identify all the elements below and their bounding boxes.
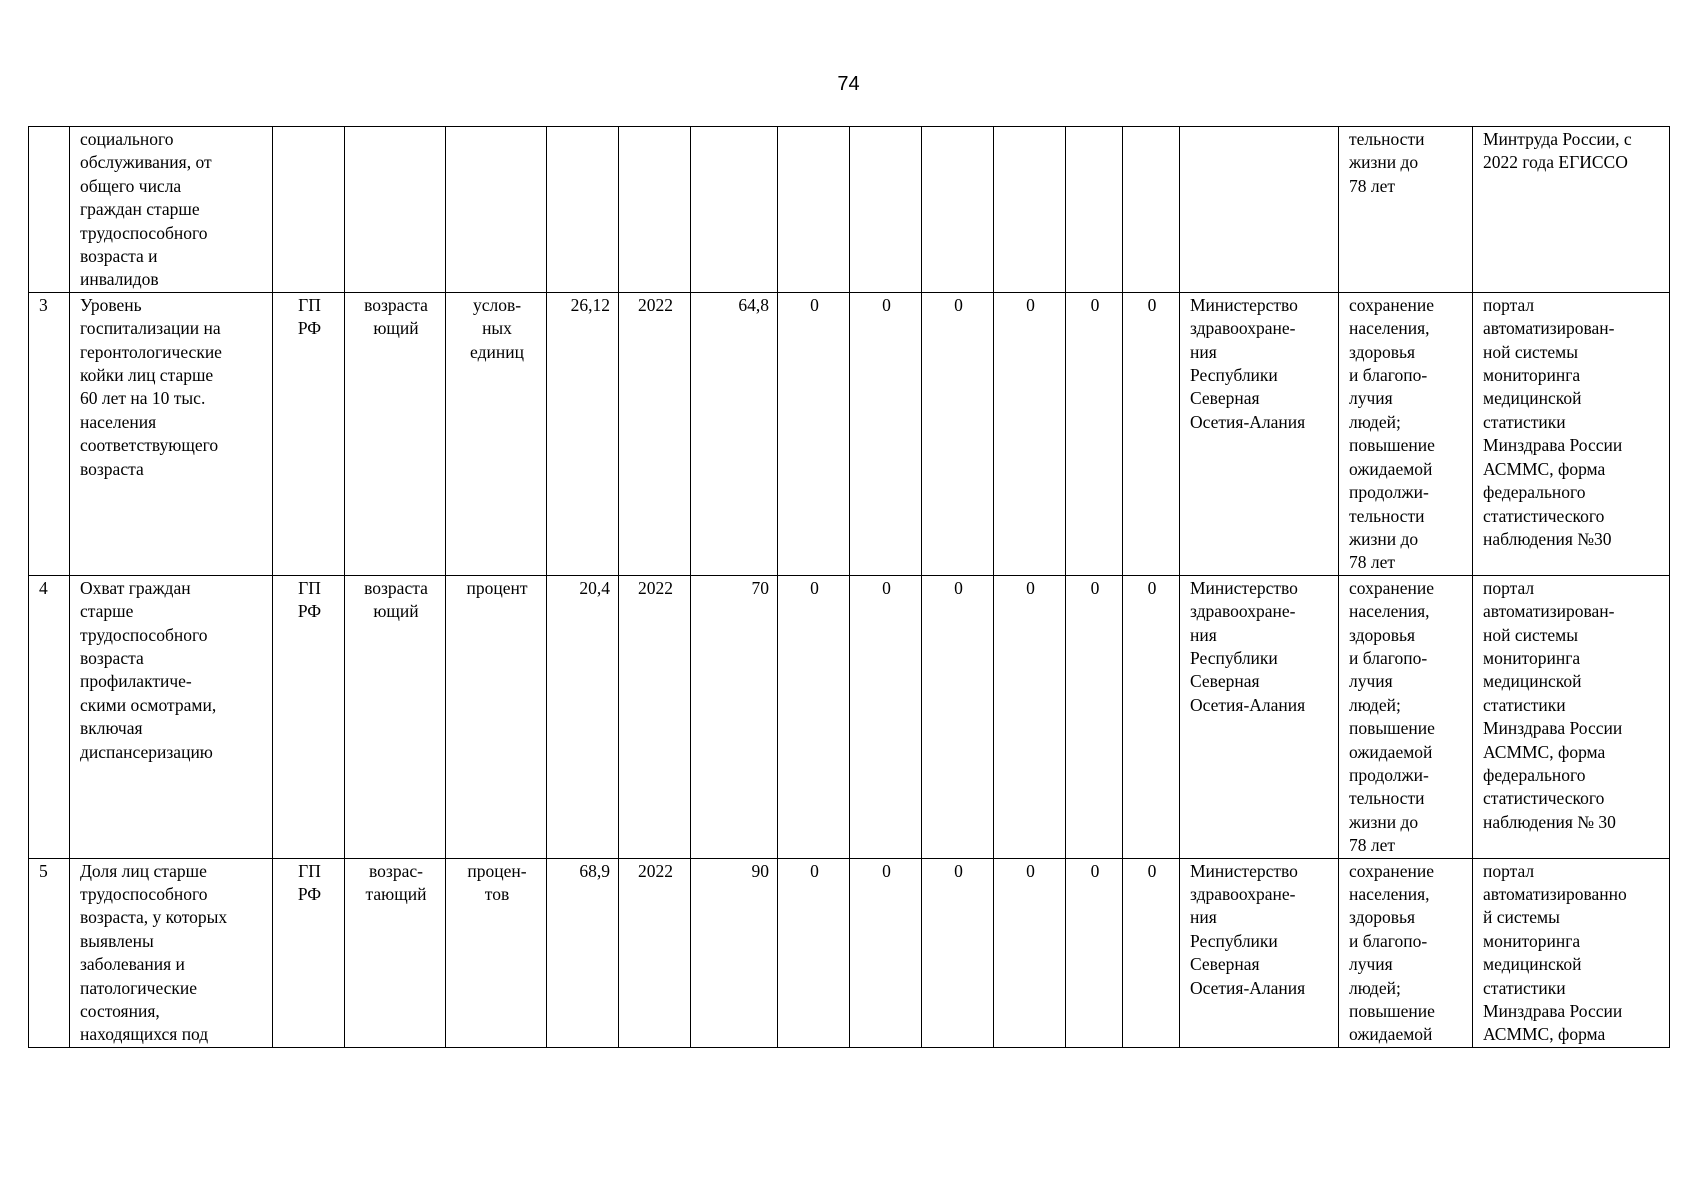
- goal-cell-line: лучия: [1349, 954, 1393, 975]
- source-cell-line: статистики: [1483, 977, 1566, 998]
- year-value-cell: [1123, 127, 1180, 293]
- indicator-name-cell-line: трудоспособного: [80, 884, 208, 904]
- goal-cell-line: сохранение: [1349, 860, 1434, 881]
- row-number-cell: 5: [29, 858, 70, 1047]
- indicator-name-cell-line: геронтологические: [80, 341, 222, 362]
- unit-cell: [446, 292, 547, 575]
- year-value-cell: [994, 127, 1066, 293]
- responsible-cell-line: здравоохране-: [1190, 318, 1296, 339]
- goal-cell-line: и благопо-: [1349, 930, 1428, 951]
- indicators-table: [28, 126, 1670, 1048]
- goal-cell-line: сохранение: [1349, 577, 1434, 598]
- goal-cell-line: населения,: [1349, 318, 1430, 339]
- year-value-cell: 0: [778, 292, 850, 575]
- goal-cell-line: жизни до: [1349, 528, 1419, 549]
- indicator-name-cell-line: патологические: [80, 977, 198, 998]
- year-value-cell: 0: [922, 292, 994, 575]
- trend-type-cell-line: ющий: [373, 318, 419, 339]
- source-cell-line: автоматизированно: [1483, 884, 1627, 904]
- unit-cell-line: тов: [484, 884, 510, 904]
- source-cell-line: мониторинга: [1483, 930, 1581, 951]
- source-cell: [1473, 858, 1670, 1047]
- indicator-name-cell-line: госпитализации на: [80, 318, 221, 339]
- goal-cell-line: лучия: [1349, 671, 1393, 692]
- indicator-name-cell-line: включая: [80, 718, 143, 739]
- responsible-cell-line: Северная: [1190, 388, 1260, 409]
- responsible-cell: [1180, 127, 1339, 293]
- source-cell-line: портал: [1483, 860, 1535, 881]
- goal-cell-line: тельности: [1349, 788, 1425, 809]
- target-value-cell: 90: [691, 858, 778, 1047]
- goal-cell-line: здоровья: [1349, 341, 1416, 362]
- source-cell-line: й системы: [1483, 907, 1560, 928]
- source-cell-line: Минтруда России, с: [1483, 129, 1632, 149]
- year-value-cell: 0: [1123, 292, 1180, 575]
- source-cell-line: АСММС, форма: [1483, 458, 1606, 479]
- year-value-cell: 0: [1066, 575, 1123, 858]
- source-cell-line: наблюдения №30: [1483, 528, 1612, 549]
- goal-cell-line: 78 лет: [1349, 835, 1396, 856]
- row-number-cell: 4: [29, 575, 70, 858]
- level-cell: [273, 858, 345, 1047]
- indicator-name-cell-line: граждан старше: [80, 199, 200, 220]
- level-cell-line: ГП: [298, 577, 321, 598]
- source-cell-line: федерального: [1483, 482, 1586, 503]
- year-value-cell: 0: [850, 292, 922, 575]
- responsible-cell-line: Осетия-Алания: [1190, 694, 1306, 715]
- indicator-name-cell-line: профилактиче-: [80, 671, 192, 692]
- year-value-cell: 0: [1123, 858, 1180, 1047]
- base-value-cell: 26,12: [547, 292, 619, 575]
- unit-cell-line: услов-: [472, 294, 522, 315]
- source-cell-line: мониторинга: [1483, 365, 1581, 386]
- level-cell: [273, 575, 345, 858]
- page-number: 74: [837, 73, 860, 95]
- target-value-cell: 70: [691, 575, 778, 858]
- base-value-cell: 20,4: [547, 575, 619, 858]
- level-cell: [273, 127, 345, 293]
- goal-cell-line: людей;: [1349, 694, 1401, 715]
- responsible-cell-line: Осетия-Алания: [1190, 411, 1306, 432]
- indicator-name-cell: [70, 858, 273, 1047]
- source-cell-line: статистического: [1483, 505, 1605, 526]
- unit-cell-line: процент: [466, 577, 528, 598]
- base-year-cell: 2022: [619, 858, 691, 1047]
- year-value-cell: 0: [1066, 292, 1123, 575]
- year-value-cell: [1066, 127, 1123, 293]
- goal-cell: [1339, 292, 1473, 575]
- trend-type-cell-line: тающий: [365, 884, 427, 904]
- table-row: [29, 127, 1670, 293]
- base-value-cell: 68,9: [547, 858, 619, 1047]
- source-cell-line: Минздрава России: [1483, 435, 1623, 456]
- source-cell-line: статистики: [1483, 694, 1566, 715]
- indicator-name-cell-line: состояния,: [80, 1001, 160, 1022]
- indicator-name-cell: [70, 575, 273, 858]
- year-value-cell: 0: [994, 575, 1066, 858]
- level-cell: [273, 292, 345, 575]
- responsible-cell-line: Республики: [1190, 365, 1278, 386]
- indicator-name-cell-line: заболевания и: [80, 954, 185, 975]
- year-value-cell: 0: [922, 858, 994, 1047]
- base-year-cell: 2022: [619, 292, 691, 575]
- indicator-name-cell-line: трудоспособного: [80, 222, 208, 243]
- source-cell-line: АСММС, форма: [1483, 1024, 1606, 1045]
- responsible-cell-line: Северная: [1190, 954, 1260, 975]
- responsible-cell-line: ния: [1190, 341, 1217, 362]
- goal-cell-line: тельности: [1349, 505, 1425, 526]
- indicator-name-cell: [70, 127, 273, 293]
- unit-cell-line: ных: [482, 318, 512, 339]
- year-value-cell: 0: [778, 575, 850, 858]
- source-cell: [1473, 292, 1670, 575]
- goal-cell: [1339, 127, 1473, 293]
- source-cell-line: Минздрава России: [1483, 718, 1623, 739]
- indicator-name-cell-line: возраста: [80, 647, 144, 668]
- indicator-name-cell-line: возраста и: [80, 246, 158, 267]
- responsible-cell-line: Осетия-Алания: [1190, 977, 1306, 998]
- indicator-name-cell-line: трудоспособного: [80, 624, 208, 645]
- source-cell-line: автоматизирован-: [1483, 601, 1615, 622]
- indicator-name-cell: [70, 292, 273, 575]
- indicator-name-cell-line: инвалидов: [80, 269, 159, 290]
- level-cell-line: РФ: [297, 318, 322, 339]
- responsible-cell-line: Республики: [1190, 647, 1278, 668]
- responsible-cell: [1180, 858, 1339, 1047]
- source-cell-line: федерального: [1483, 764, 1586, 785]
- year-value-cell: 0: [994, 292, 1066, 575]
- goal-cell-line: и благопо-: [1349, 647, 1428, 668]
- responsible-cell: [1180, 292, 1339, 575]
- goal-cell-line: жизни до: [1349, 152, 1419, 173]
- base-year-cell: [619, 127, 691, 293]
- trend-type-cell: [345, 575, 446, 858]
- unit-cell: [446, 575, 547, 858]
- goal-cell-line: тельности: [1349, 129, 1425, 149]
- source-cell: [1473, 127, 1670, 293]
- indicator-name-cell-line: возраста, у которых: [80, 907, 228, 928]
- year-value-cell: 0: [850, 575, 922, 858]
- indicator-name-cell-line: скими осмотрами,: [80, 694, 217, 715]
- trend-type-cell-line: возрас-: [369, 860, 423, 881]
- indicator-name-cell-line: находящихся под: [80, 1024, 209, 1045]
- level-cell-line: РФ: [297, 601, 322, 622]
- indicator-name-cell-line: 60 лет на 10 тыс.: [80, 388, 206, 409]
- goal-cell-line: здоровья: [1349, 624, 1416, 645]
- unit-cell-line: процен-: [467, 860, 527, 881]
- indicator-name-cell-line: Охват граждан: [80, 577, 191, 598]
- responsible-cell: [1180, 575, 1339, 858]
- indicator-name-cell-line: обслуживания, от: [80, 152, 212, 173]
- source-cell: [1473, 575, 1670, 858]
- year-value-cell: 0: [1066, 858, 1123, 1047]
- base-value-cell: [547, 127, 619, 293]
- trend-type-cell-line: ющий: [373, 601, 419, 622]
- level-cell-line: ГП: [298, 294, 321, 315]
- goal-cell-line: 78 лет: [1349, 552, 1396, 573]
- year-value-cell: 0: [778, 858, 850, 1047]
- goal-cell-line: ожидаемой: [1349, 1024, 1433, 1045]
- goal-cell-line: продолжи-: [1349, 764, 1429, 785]
- indicator-name-cell-line: выявлены: [80, 930, 154, 951]
- source-cell-line: портал: [1483, 294, 1535, 315]
- goal-cell-line: 78 лет: [1349, 175, 1396, 196]
- responsible-cell-line: Министерство: [1190, 860, 1298, 881]
- goal-cell-line: жизни до: [1349, 811, 1419, 832]
- unit-cell: [446, 127, 547, 293]
- table-row: [29, 858, 1670, 1047]
- indicator-name-cell-line: возраста: [80, 458, 144, 479]
- source-cell-line: ной системы: [1483, 624, 1579, 645]
- source-cell-line: медицинской: [1483, 388, 1582, 409]
- goal-cell-line: людей;: [1349, 977, 1401, 998]
- goal-cell-line: лучия: [1349, 388, 1393, 409]
- responsible-cell-line: Министерство: [1190, 577, 1298, 598]
- goal-cell: [1339, 858, 1473, 1047]
- source-cell-line: АСММС, форма: [1483, 741, 1606, 762]
- year-value-cell: 0: [994, 858, 1066, 1047]
- responsible-cell-line: здравоохране-: [1190, 601, 1296, 622]
- goal-cell-line: сохранение: [1349, 294, 1434, 315]
- target-value-cell: 64,8: [691, 292, 778, 575]
- indicator-name-cell-line: старше: [80, 601, 134, 622]
- goal-cell: [1339, 575, 1473, 858]
- year-value-cell: 0: [922, 575, 994, 858]
- goal-cell-line: повышение: [1349, 435, 1435, 456]
- source-cell-line: наблюдения № 30: [1483, 811, 1616, 832]
- source-cell-line: медицинской: [1483, 671, 1582, 692]
- source-cell-line: медицинской: [1483, 954, 1582, 975]
- indicator-name-cell-line: диспансеризацию: [80, 741, 213, 762]
- goal-cell-line: ожидаемой: [1349, 741, 1433, 762]
- goal-cell-line: здоровья: [1349, 907, 1416, 928]
- responsible-cell-line: здравоохране-: [1190, 884, 1296, 904]
- trend-type-cell-line: возраста: [364, 577, 428, 598]
- indicator-name-cell-line: Уровень: [80, 294, 142, 315]
- indicator-name-cell-line: соответствующего: [80, 435, 219, 456]
- target-value-cell: [691, 127, 778, 293]
- goal-cell-line: продолжи-: [1349, 482, 1429, 503]
- indicator-name-cell-line: социального: [80, 129, 174, 149]
- source-cell-line: статистики: [1483, 411, 1566, 432]
- goal-cell-line: людей;: [1349, 411, 1401, 432]
- source-cell-line: автоматизирован-: [1483, 318, 1615, 339]
- year-value-cell: [850, 127, 922, 293]
- table-row: [29, 292, 1670, 575]
- goal-cell-line: населения,: [1349, 884, 1430, 904]
- year-value-cell: [922, 127, 994, 293]
- source-cell-line: статистического: [1483, 788, 1605, 809]
- responsible-cell-line: Министерство: [1190, 294, 1298, 315]
- row-number-cell: 3: [29, 292, 70, 575]
- indicator-name-cell-line: населения: [80, 411, 157, 432]
- base-year-cell: 2022: [619, 575, 691, 858]
- source-cell-line: портал: [1483, 577, 1535, 598]
- source-cell-line: мониторинга: [1483, 647, 1581, 668]
- level-cell-line: ГП: [298, 860, 321, 881]
- unit-cell-line: единиц: [470, 341, 524, 362]
- source-cell-line: ной системы: [1483, 341, 1579, 362]
- trend-type-cell: [345, 858, 446, 1047]
- year-value-cell: [778, 127, 850, 293]
- indicator-name-cell-line: койки лиц старше: [80, 365, 214, 386]
- level-cell-line: РФ: [297, 884, 322, 904]
- unit-cell: [446, 858, 547, 1047]
- year-value-cell: 0: [1123, 575, 1180, 858]
- trend-type-cell: [345, 292, 446, 575]
- table-row: [29, 575, 1670, 858]
- responsible-cell-line: Республики: [1190, 930, 1278, 951]
- goal-cell-line: и благопо-: [1349, 365, 1428, 386]
- goal-cell-line: населения,: [1349, 601, 1430, 622]
- row-number-cell: [29, 127, 70, 293]
- trend-type-cell-line: возраста: [364, 294, 428, 315]
- source-cell-line: Минздрава России: [1483, 1001, 1623, 1022]
- responsible-cell-line: Северная: [1190, 671, 1260, 692]
- goal-cell-line: ожидаемой: [1349, 458, 1433, 479]
- indicator-name-cell-line: общего числа: [80, 175, 182, 196]
- responsible-cell-line: ния: [1190, 624, 1217, 645]
- trend-type-cell: [345, 127, 446, 293]
- source-cell-line: 2022 года ЕГИССО: [1483, 152, 1628, 173]
- goal-cell-line: повышение: [1349, 1001, 1435, 1022]
- year-value-cell: 0: [850, 858, 922, 1047]
- indicator-name-cell-line: Доля лиц старше: [80, 860, 207, 881]
- goal-cell-line: повышение: [1349, 718, 1435, 739]
- responsible-cell-line: ния: [1190, 907, 1217, 928]
